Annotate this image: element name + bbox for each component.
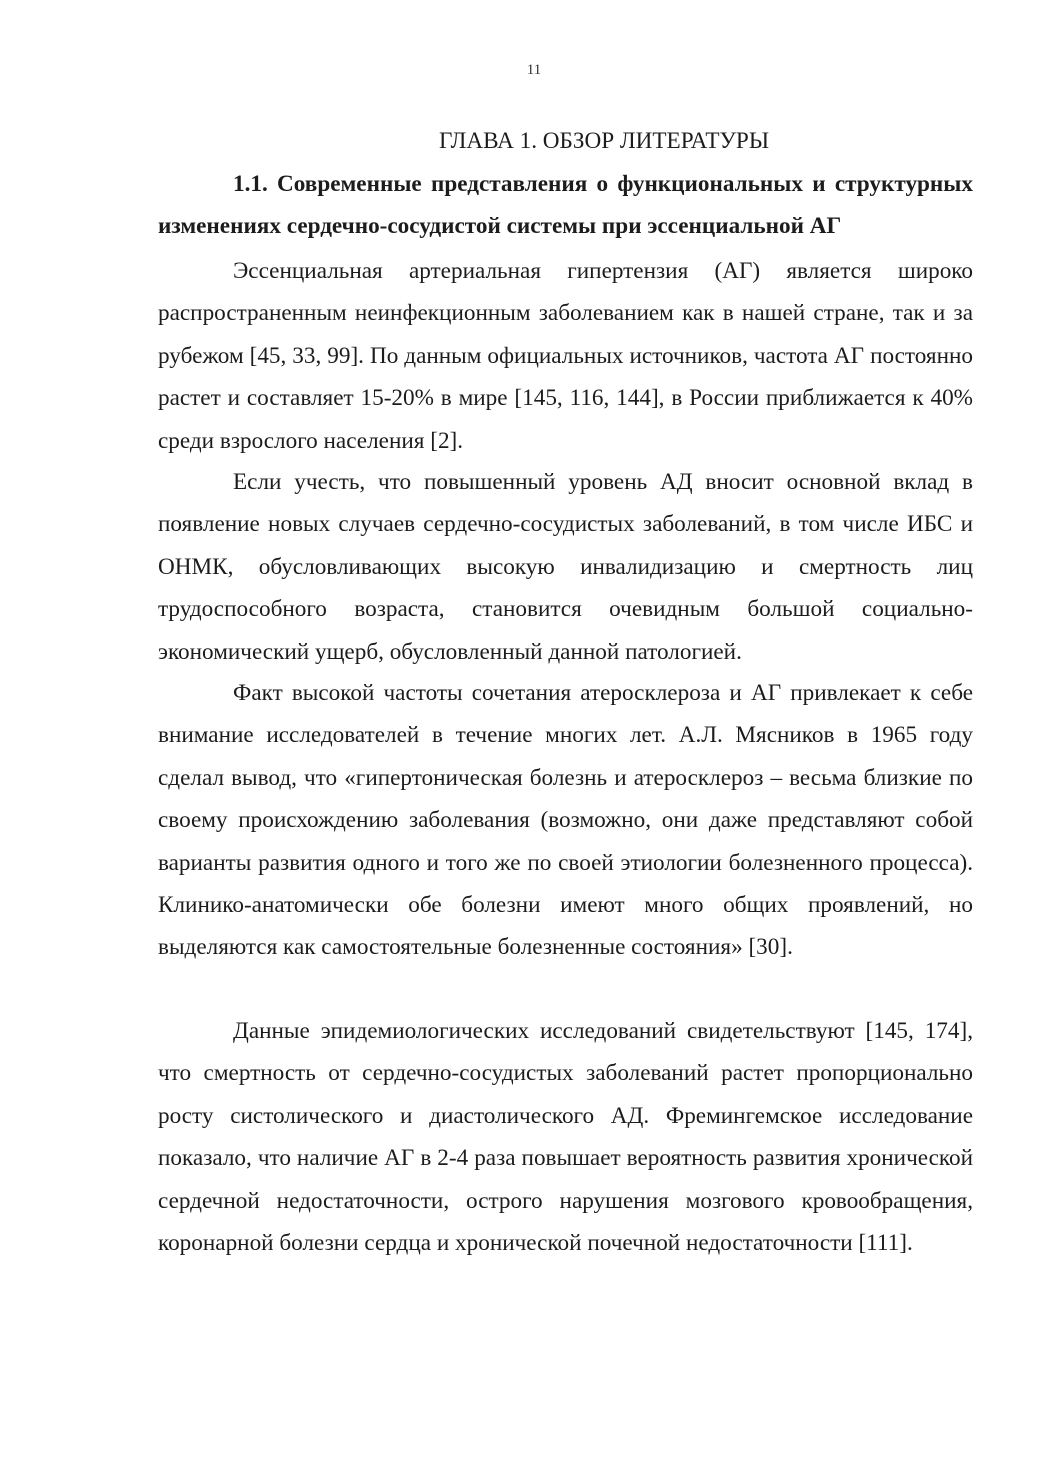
paragraph-2: Если учесть, что повышенный уровень АД вносит основной вклад в появление новых случаев сердечно-сосудистых заболеваний, в том числе ИБС и ОНМК, обусловливающих высокую инвалидизацию и смертность лиц трудоспособного возраста, становится очевидным большой социально-экономический ущерб, обусловленный данной патологией. xyxy=(158,469,973,665)
paragraph-3: Факт высокой частоты сочетания атеросклероза и АГ привлекает к себе внимание исследователей в течение многих лет. А.Л. Мясников в 1965 году сделал вывод, что «гипертоническая болезнь и атеросклероз – весьма близкие по своему происхождению заболевания (возможно, они даже представляют собой варианты развития одного и того же по своей этиологии болезненного процесса). Клинико-анатомически обе болезни имеют много общих проявлений, но выделяются как самостоятельные болезненные состояния» [30]. xyxy=(158,680,973,961)
paragraph-4: Данные эпидемиологических исследований свидетельствуют [145, 174], что смертность от сердечно-сосудистых заболеваний растет пропорционально росту систолического и диастолического АД. Фремингемское исследование показало, что наличие АГ в 2-4 раза повышает вероятность развития хронической сердечной недостаточности, острого нарушения мозгового кровообращения, коронарной болезни сердца и хронической почечной недостаточности [111]. xyxy=(158,1018,973,1257)
chapter-title: ГЛАВА 1. ОБЗОР ЛИТЕРАТУРЫ xyxy=(438,128,770,154)
paragraph-1: Эссенциальная артериальная гипертензия (АГ) является широко распространенным неинфекционным заболеванием как в нашей стране, так и за рубежом [45, 33, 99]. По данным официальных источников, частота АГ постоянно растет и составляет 15-20% в мире [145, 116, 144], в России приближается к 40% среди взрослого населения [2]. xyxy=(158,258,973,454)
section-title: 1.1. Современные представления о функциональных и структурных изменениях сердечно-сосудистой системы при эссенциальной АГ xyxy=(158,171,973,240)
page-number: 11 xyxy=(526,62,542,78)
